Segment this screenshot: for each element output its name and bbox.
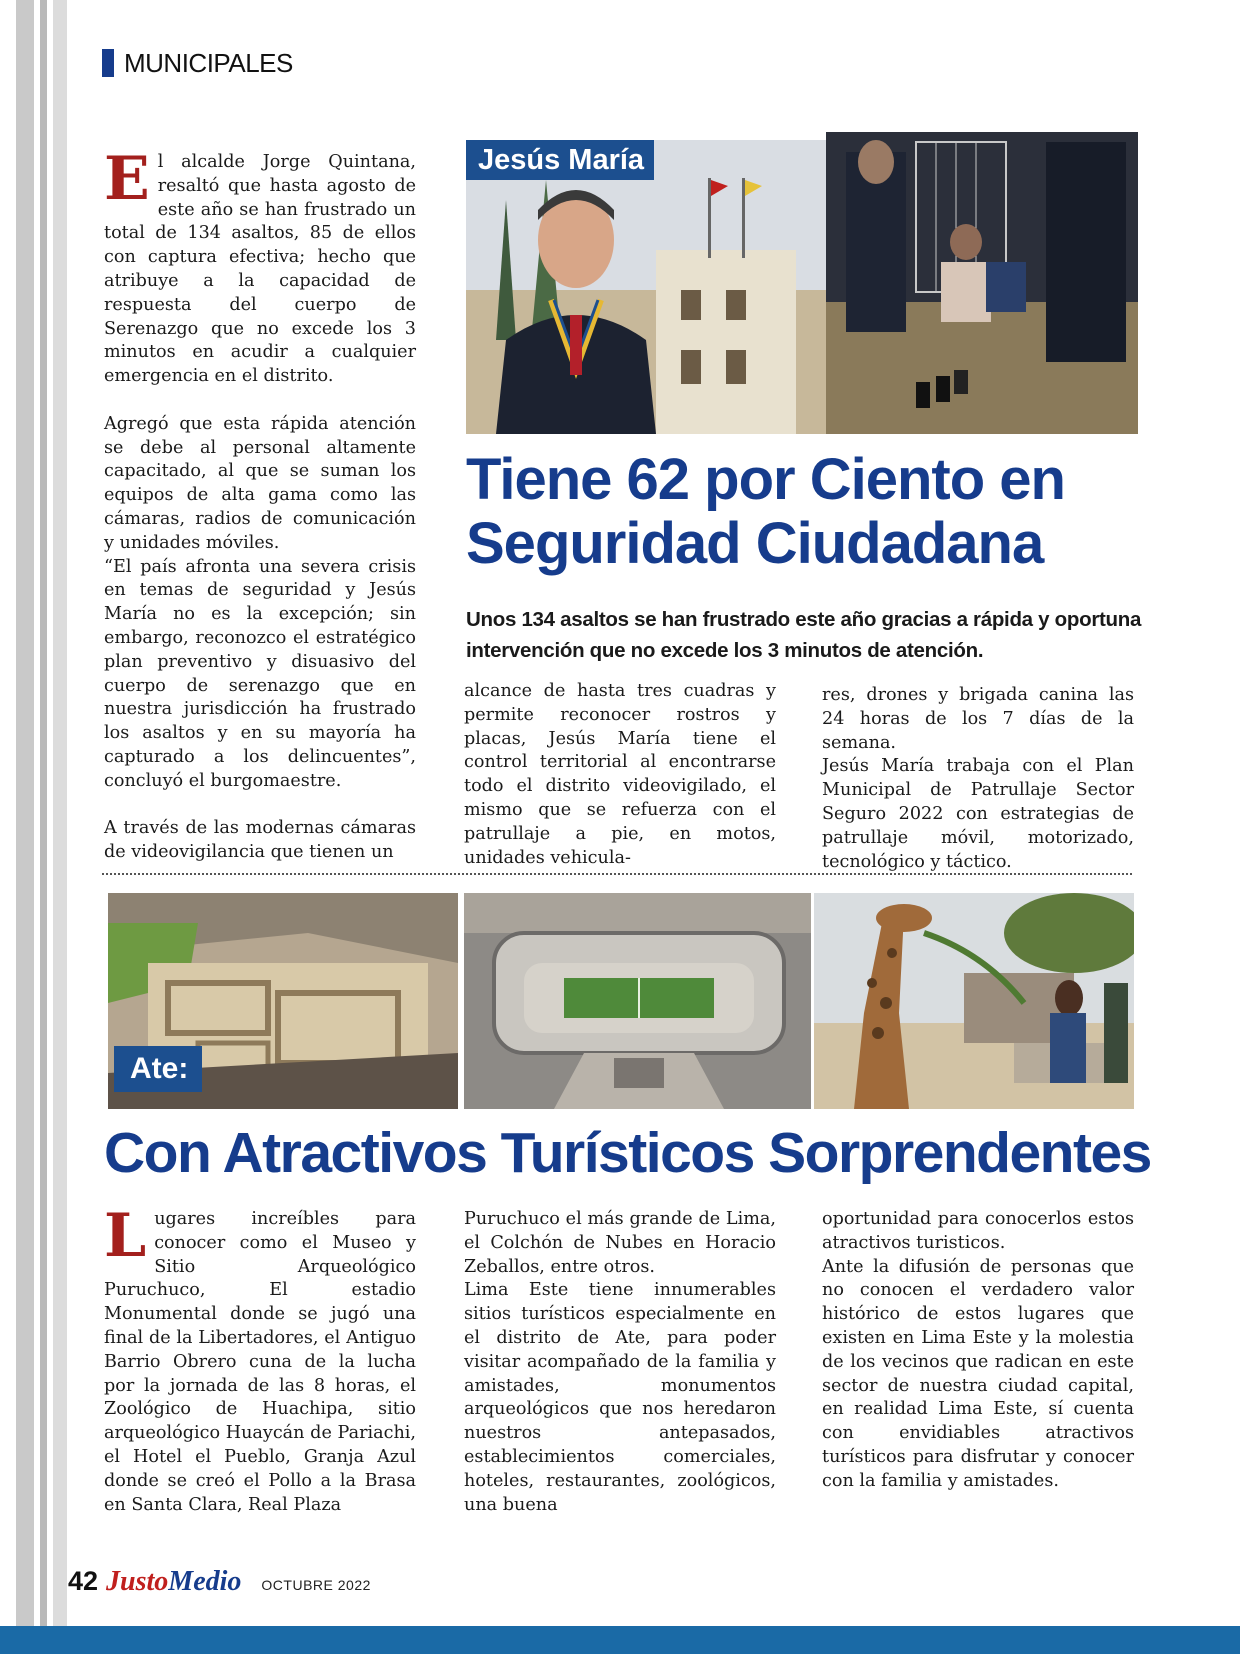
article1-column-2: [464, 680, 776, 870]
article1-dropcap: E: [104, 144, 150, 214]
article2-column-1: [104, 1201, 416, 1517]
article1-paragraph-1-text: l alcalde Jorge Quintana, resaltó que hasta agosto de este año se han frustrado un total de 134 asaltos, 85 de ellos con captura efectiva; hecho que atribuye a la capacidad de respuesta del cuerpo de Serenazgo que no excede los 3 minutos en acudir a cualquier emergencia en el distrito.: [104, 152, 416, 387]
page-spine-line: [40, 0, 47, 1654]
article2-column-2: [464, 1208, 776, 1517]
article1-column-1: [104, 144, 416, 865]
zoo-giraffe-photo: [814, 893, 1134, 1109]
section-marker: [102, 49, 114, 77]
section-label: MUNICIPALES: [124, 47, 293, 78]
article2-dropcap: L: [104, 1201, 147, 1271]
police-arrest-photo: [826, 132, 1138, 434]
article1-location-tag: Jesús María: [466, 140, 654, 180]
article-divider: [102, 873, 1132, 875]
brand-logo-medio: Medio: [168, 1566, 242, 1597]
article2-title: Con Atractivos Turísticos Sorprendentes: [104, 1121, 1151, 1185]
article1-paragraph-2: Agregó que esta rápida atención se debe al personal altamente capacitado, al que se suman los equipos de alta gama como las cámaras, radios de comunicación y unidades móviles.: [104, 413, 416, 553]
article2-location-tag: Ate:: [114, 1046, 202, 1092]
section-header: [102, 48, 293, 78]
article2-col2-paragraph-1: Puruchuco el más grande de Lima, el Colchón de Nubes en Horacio Zeballos, entre otros.: [464, 1209, 776, 1277]
issue-date: OCTUBRE 2022: [261, 1577, 371, 1593]
article1-column-3: [822, 684, 1134, 874]
article2-column-3: [822, 1208, 1134, 1494]
article2-col2-paragraph-2: Lima Este tiene innumerables sitios turísticos especialmente en el distrito de Ate, para poder visitar acompañado de la familia y amistades, monumentos arqueológicos que nos heredaron nuestros antepasados, establecimientos comerciales, hoteles, restaurantes, zoológicos, una buena: [464, 1280, 776, 1515]
stadium-photo: [464, 893, 811, 1109]
article1-col3-paragraph-2: Jesús María trabaja con el Plan Municipal de Patrullaje Sector Seguro 2022 con estrategias de patrullaje móvil, motorizado, tecnológico y táctico.: [822, 756, 1134, 872]
article1-paragraph-3: “El país afronta una severa crisis en temas de seguridad y Jesús María no es la excepción; sin embargo, reconozco el estratégico plan preventivo y disuasivo del cuerpo de serenazgo que en nuestra jurisdicción ha frustrado los asaltos y en su mayoría ha capturado a los delincuentes”, concluyó el burgomaestre.: [104, 556, 416, 791]
article1-title-line-2: Seguridad Ciudadana: [466, 511, 1044, 576]
article1-title-line-1: Tiene 62 por Ciento en: [466, 447, 1065, 512]
article2-paragraph-1: [104, 1201, 416, 1517]
page-footer: [68, 1566, 371, 1598]
article1-col2-paragraph-1: alcance de hasta tres cuadras y permite reconocer rostros y placas, Jesús María tiene el control territorial al encontrarse todo el distrito videovigilado, el mismo que se refuerza con el patrullaje a pie, en motos, unidades vehicula-: [464, 681, 776, 868]
article1-subtitle-line-2: intervención que no excede los 3 minutos de atención.: [466, 639, 984, 662]
article1-paragraph-1: [104, 144, 416, 389]
brand-logo-justo: Justo: [106, 1566, 169, 1597]
mayor-portrait-photo: [466, 140, 826, 434]
page-number: 42: [68, 1566, 99, 1596]
article2-col3-paragraph-1: oportunidad para conocerlos estos atractivos turisticos.: [822, 1209, 1134, 1253]
page-spine-shadow: [16, 0, 34, 1654]
page-spine-edge: [53, 0, 67, 1654]
article1-col3-paragraph-1: res, drones y brigada canina las 24 horas de los 7 días de la semana.: [822, 685, 1134, 753]
article1-subtitle-line-1: Unos 134 asaltos se han frustrado este año gracias a rápida y oportuna: [466, 608, 1142, 631]
article1-paragraph-4: A través de las modernas cámaras de videovigilancia que tienen un: [104, 818, 416, 863]
article2-paragraph-1-text: ugares increíbles para conocer como el Museo y Sitio Arqueológico Puruchuco, El estadio Monumental donde se jugó una final de la Libertadores, el Antiguo Barrio Obrero cuna de la lucha por la jornada de las 8 horas, el Zoológico de Huachipa, sitio arqueológico Huaycán de Pariachi, el Hotel el Pueblo, Granja Azul donde se creó el Pollo a la Brasa en Santa Clara, Real Plaza: [104, 1209, 416, 1515]
article2-col3-paragraph-2: Ante la difusión de personas que no conocen el verdadero valor histórico de estos lugares que existen en Lima Este y la molestia de los vecinos que radican en este sector de nuestra ciudad capital, en realidad Lima Este, sí cuenta con envidiables atractivos turísticos para disfrutar y conocer con la familia y amistades.: [822, 1256, 1134, 1491]
bottom-color-band: [0, 1626, 1240, 1654]
